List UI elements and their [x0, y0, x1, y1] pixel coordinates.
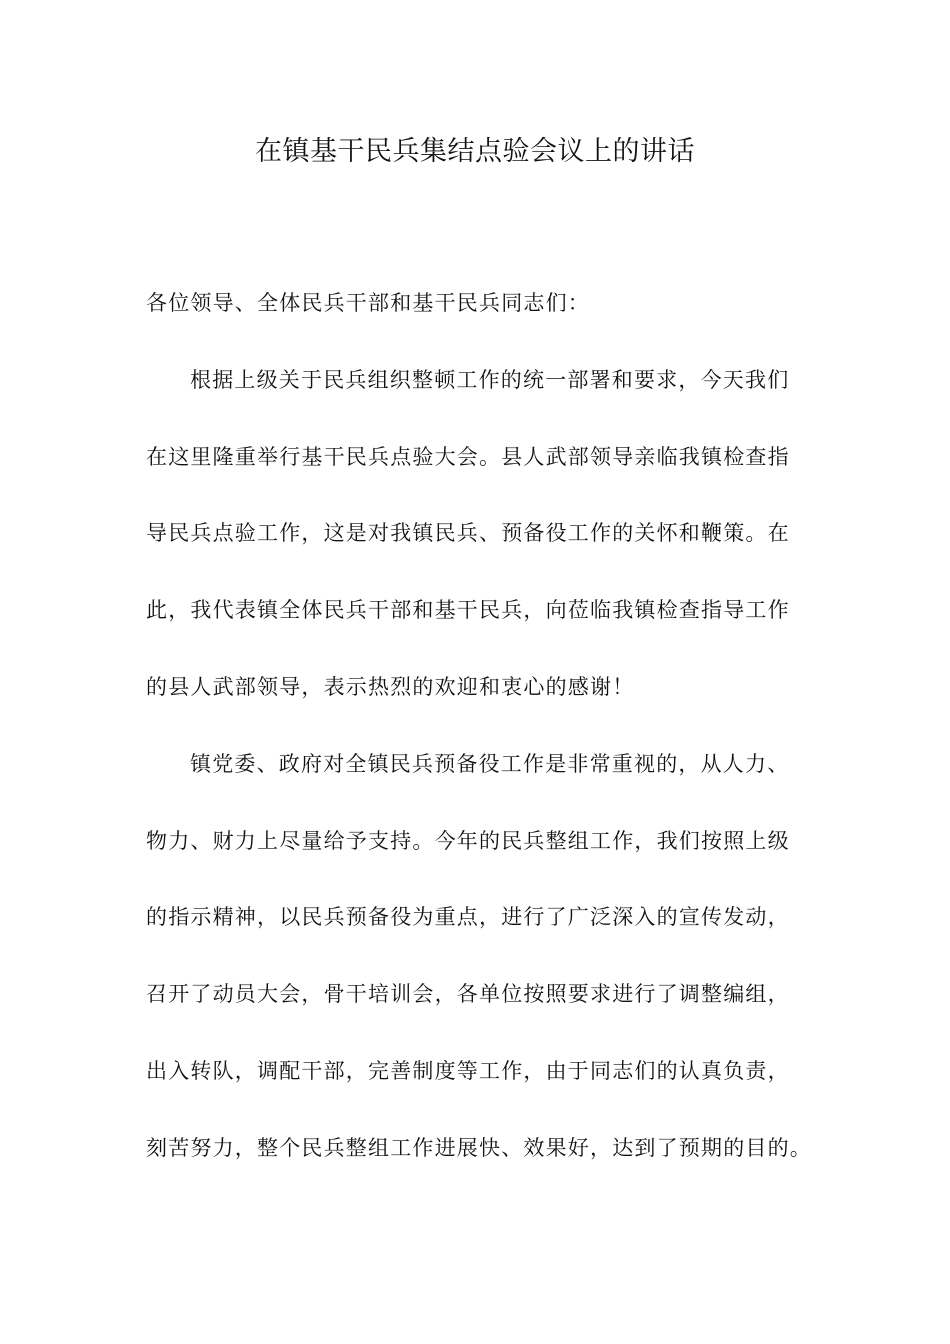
paragraph-1-line-4: 此，我代表镇全体民兵干部和基干民兵，向莅临我镇检查指导工作 — [146, 598, 790, 623]
paragraph-2-line-5: 出入转队，调配干部，完善制度等工作，由于同志们的认真负责， — [146, 1058, 790, 1083]
paragraph-2-line-2: 物力、财力上尽量给予支持。今年的民兵整组工作，我们按照上级 — [146, 828, 790, 853]
paragraph-2-line-3: 的指示精神，以民兵预备役为重点，进行了广泛深入的宣传发动， — [146, 905, 790, 930]
paragraph-2-line-6: 刻苦努力，整个民兵整组工作进展快、效果好，达到了预期的目的。 — [146, 1135, 812, 1160]
salutation-line: 各位领导、全体民兵干部和基干民兵同志们： — [146, 291, 590, 315]
document-body — [146, 283, 812, 1205]
paragraph-2-line-4: 召开了动员大会，骨干培训会，各单位按照要求进行了调整编组， — [146, 982, 790, 1007]
paragraph-1-line-1: 根据上级关于民兵组织整顿工作的统一部署和要求，今天我们 — [190, 367, 790, 392]
paragraph-2-line-1: 镇党委、政府对全镇民兵预备役工作是非常重视的，从人力、 — [190, 751, 790, 776]
paragraph-1-line-2: 在这里隆重举行基干民兵点验大会。县人武部领导亲临我镇检查指 — [146, 444, 790, 469]
paragraph-1-line-3: 导民兵点验工作，这是对我镇民兵、预备役工作的关怀和鞭策。在 — [146, 521, 790, 546]
document-title: 在镇基干民兵集结点验会议上的讲话 — [255, 136, 695, 167]
paragraph-1-line-5: 的县人武部领导，表示热烈的欢迎和衷心的感谢！ — [146, 674, 635, 699]
